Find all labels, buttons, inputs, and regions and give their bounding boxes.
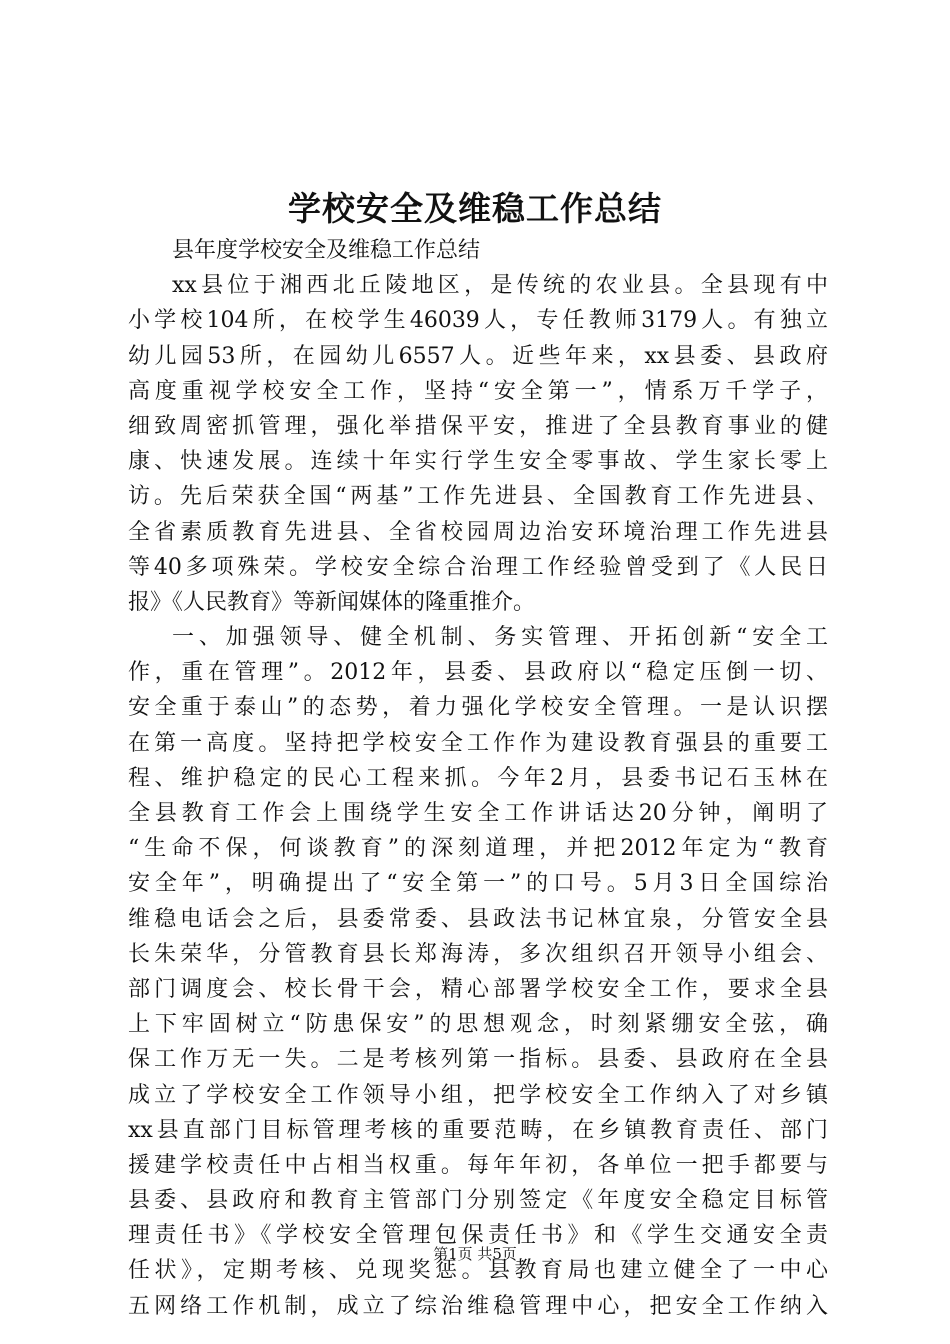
paragraph-line: 作，重在管理”。2012年，县委、县政府以“稳定压倒一切、 bbox=[128, 660, 828, 686]
paragraph-line: 安全重于泰山”的态势，着力强化学校安全管理。一是认识摆 bbox=[128, 695, 828, 721]
paragraph-line: 安全年”，明确提出了“安全第一”的口号。5月3日全国综治 bbox=[128, 871, 828, 897]
page-footer: 第1页 共5页 bbox=[433, 1245, 517, 1263]
paragraph-line: 访。先后荣获全国“两基”工作先进县、全国教育工作先进县、 bbox=[128, 484, 828, 510]
paragraph-line: 细致周密抓管理，强化举措保平安，推进了全县教育事业的健 bbox=[128, 413, 828, 439]
paragraph-line: 上下牢固树立“防患保安”的思想观念，时刻紧绷安全弦，确 bbox=[128, 1012, 828, 1038]
paragraph-line: 高度重视学校安全工作，坚持“安全第一”，情系万千学子， bbox=[128, 378, 828, 404]
paragraph-line: 全省素质教育先进县、全省校园周边治安环境治理工作先进县 bbox=[128, 519, 828, 545]
paragraph-line: “生命不保，何谈教育”的深刻道理，并把2012年定为“教育 bbox=[128, 836, 828, 862]
paragraph-line: 理责任书》《学校安全管理包保责任书》和《学生交通安全责 bbox=[128, 1223, 828, 1249]
subtitle-line: 县年度学校安全及维稳工作总结 bbox=[172, 238, 481, 263]
paragraph-line: 小学校104所，在校学生46039人，专任教师3179人。有独立 bbox=[128, 308, 828, 334]
paragraph-line: 长朱荣华，分管教育县长郑海涛，多次组织召开领导小组会、 bbox=[128, 941, 828, 967]
paragraph-line: xx县位于湘西北丘陵地区，是传统的农业县。全县现有中 bbox=[172, 273, 828, 299]
paragraph-line: 县委、县政府和教育主管部门分别签定《年度安全稳定目标管 bbox=[128, 1188, 828, 1214]
paragraph-line: 五网络工作机制，成立了综治维稳管理中心，把安全工作纳入 bbox=[128, 1293, 828, 1319]
paragraph-line: 程、维护稳定的民心工程来抓。今年2月，县委书记石玉林在 bbox=[128, 765, 828, 791]
paragraph-line: 在第一高度。坚持把学校安全工作作为建设教育强县的重要工 bbox=[128, 730, 828, 756]
paragraph-line: 援建学校责任中占相当权重。每年年初，各单位一把手都要与 bbox=[128, 1152, 828, 1178]
paragraph-line: 保工作万无一失。二是考核列第一指标。县委、县政府在全县 bbox=[128, 1047, 828, 1073]
document-body bbox=[128, 233, 828, 1324]
paragraph-line: 全县教育工作会上围绕学生安全工作讲话达20分钟，阐明了 bbox=[128, 801, 828, 826]
paragraph-line: 报》《人民教育》等新闻媒体的隆重推介。 bbox=[128, 589, 536, 615]
paragraph-line: 幼儿园53所，在园幼儿6557人。近些年来，xx县委、县政府 bbox=[128, 343, 828, 369]
paragraph-line: 康、快速发展。连续十年实行学生安全零事故、学生家长零上 bbox=[128, 449, 828, 475]
paragraph-line: 一、加强领导、健全机制、务实管理、开拓创新“安全工 bbox=[172, 625, 828, 651]
paragraph-line: 任状》，定期考核、兑现奖惩。县教育局也建立健全了一中心 bbox=[128, 1258, 828, 1284]
paragraph-line: xx县直部门目标管理考核的重要范畴，在乡镇教育责任、部门 bbox=[128, 1117, 828, 1143]
paragraph-line: 维稳电话会之后，县委常委、县政法书记林宜泉，分管安全县 bbox=[128, 906, 828, 932]
paragraph-line: 等40多项殊荣。学校安全综合治理工作经验曾受到了《人民日 bbox=[128, 554, 828, 580]
paragraph-line: 部门调度会、校长骨干会，精心部署学校安全工作，要求全县 bbox=[128, 976, 828, 1002]
paragraph-line: 成立了学校安全工作领导小组，把学校安全工作纳入了对乡镇 bbox=[128, 1082, 828, 1108]
document-title: 学校安全及维稳工作总结 bbox=[288, 189, 662, 228]
